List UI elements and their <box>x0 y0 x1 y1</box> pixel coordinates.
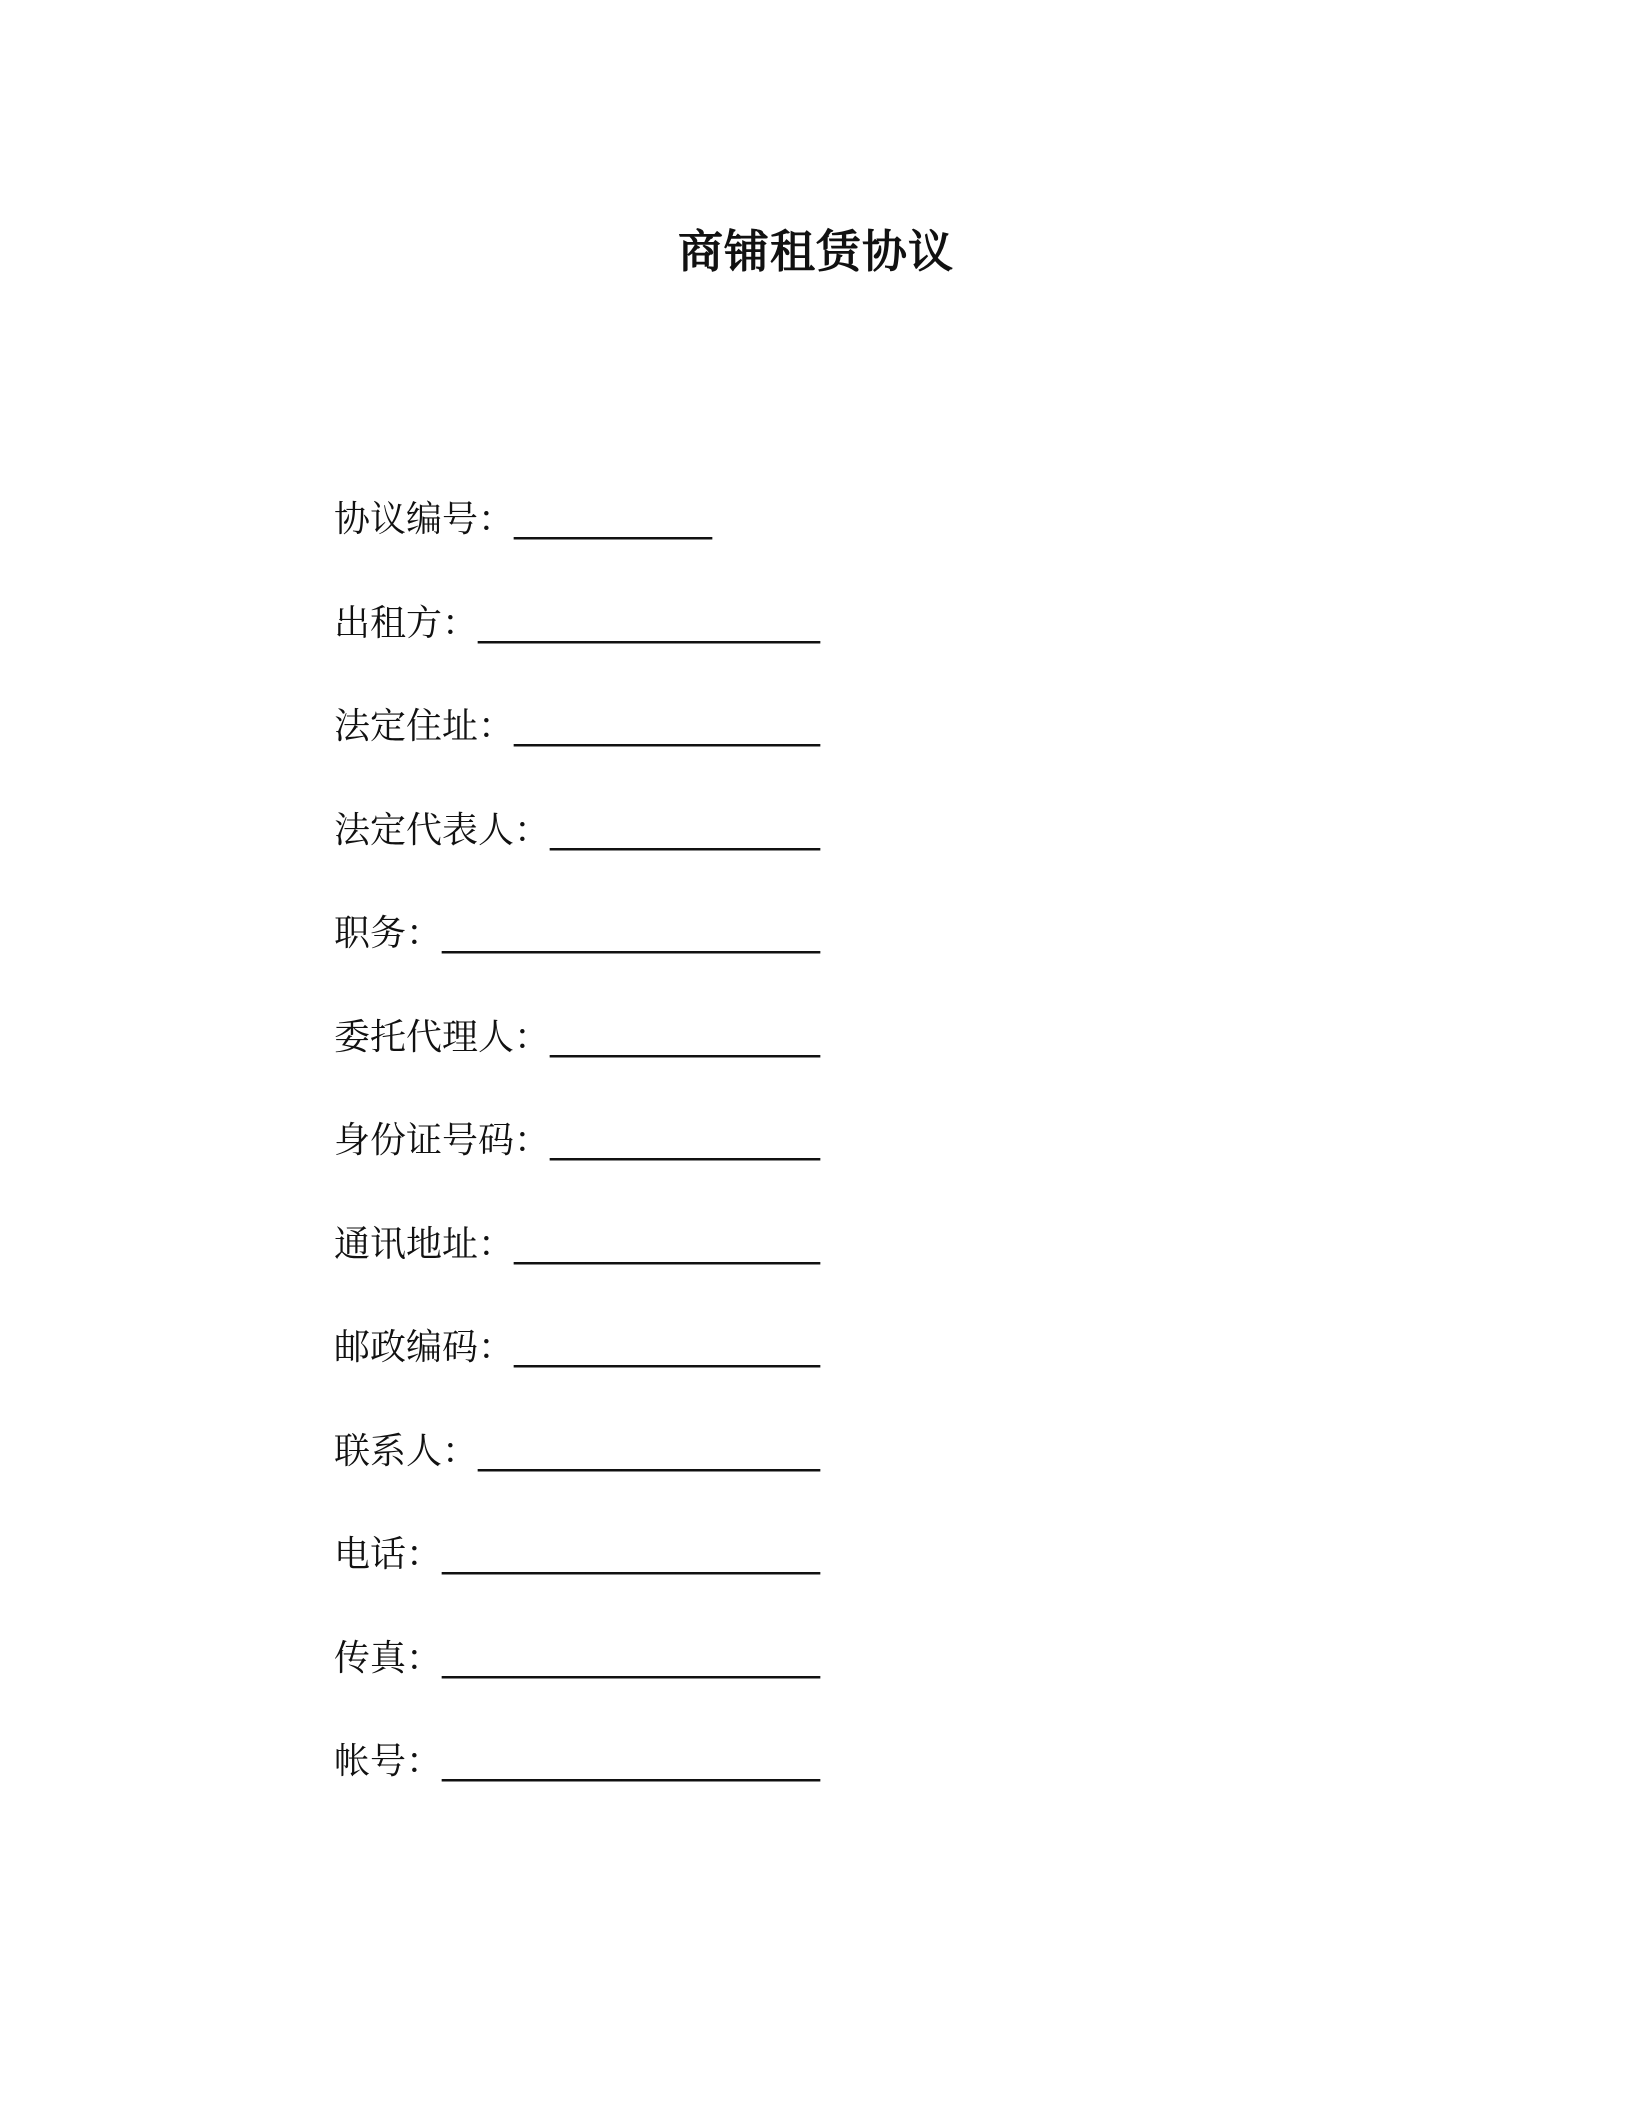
field-blank-line: _______________ <box>550 1016 821 1058</box>
field-lessor <box>334 594 820 698</box>
field-blank-line: ___________________ <box>478 1430 821 1472</box>
field-legal-representative <box>334 801 820 905</box>
field-label: 邮政编码： <box>334 1327 515 1368</box>
field-authorized-agent <box>334 1008 820 1112</box>
field-blank-line: _______________ <box>550 1120 821 1161</box>
field-blank-line: ___________ <box>514 499 713 540</box>
field-label: 法定代表人： <box>334 809 551 851</box>
field-blank-line: ___________________ <box>478 602 821 644</box>
field-blank-line: _______________ <box>550 809 821 851</box>
field-label: 协议编号： <box>334 499 515 540</box>
field-label: 联系人： <box>334 1430 479 1472</box>
field-postal-code <box>334 1318 820 1422</box>
field-legal-address <box>334 697 820 801</box>
field-label: 身份证号码： <box>334 1120 551 1161</box>
field-agreement-number <box>334 490 820 594</box>
field-mailing-address <box>334 1215 820 1319</box>
field-blank-line: _________________ <box>514 1223 821 1265</box>
field-fax <box>334 1629 820 1733</box>
field-blank-line: _________________ <box>514 1327 821 1368</box>
field-label: 电话： <box>334 1534 443 1575</box>
field-telephone <box>334 1525 820 1629</box>
field-blank-line: _____________________ <box>442 1534 821 1575</box>
field-label: 委托代理人： <box>334 1016 551 1058</box>
field-blank-line: _____________________ <box>442 1637 821 1679</box>
document-title: 商铺租赁协议 <box>677 225 954 278</box>
field-contact-person <box>334 1422 820 1526</box>
field-account-number <box>334 1732 820 1836</box>
field-label: 传真： <box>334 1637 443 1679</box>
party-info-field-list <box>334 490 820 1836</box>
field-label: 通讯地址： <box>334 1223 515 1265</box>
field-blank-line: _____________________ <box>442 913 821 954</box>
field-label: 法定住址： <box>334 706 515 747</box>
field-label: 帐号： <box>334 1741 443 1782</box>
field-id-number <box>334 1111 820 1215</box>
field-label: 职务： <box>334 913 443 954</box>
field-blank-line: _________________ <box>514 706 821 747</box>
field-label: 出租方： <box>334 602 479 644</box>
field-blank-line: _____________________ <box>442 1741 821 1782</box>
field-position <box>334 904 820 1008</box>
